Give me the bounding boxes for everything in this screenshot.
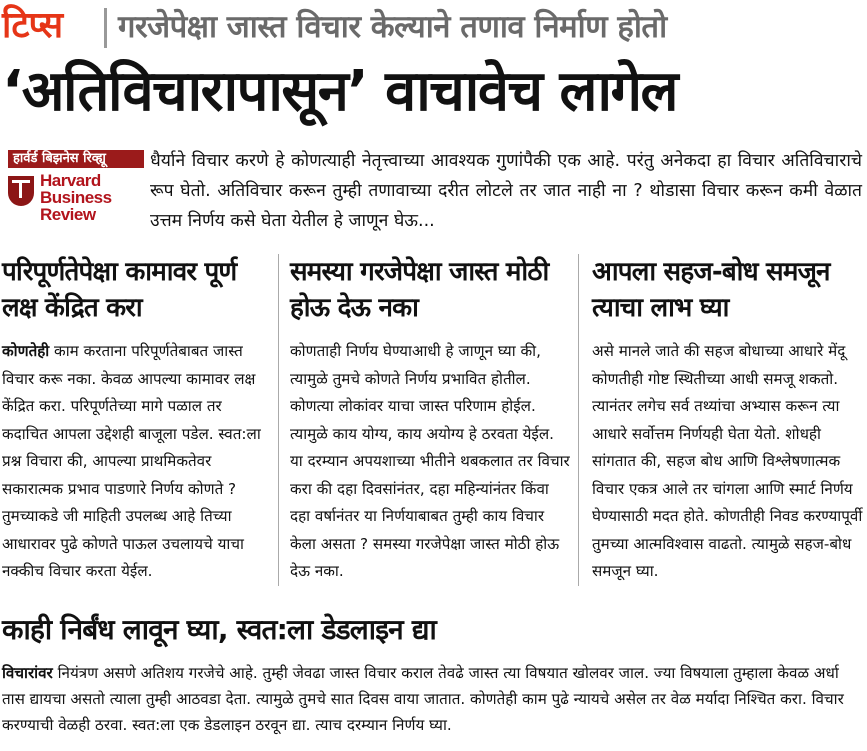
column-title: आपला सहज-बोध समजून त्याचा लाभ घ्या [592,257,830,323]
source-logo-block [8,150,144,230]
column-2 [290,254,570,586]
column-body [290,338,570,586]
column-body [592,338,864,586]
column-divider [578,254,579,586]
section-title: काही निर्बंध लावून घ्या, स्वत:ला डेडलाइन द्या [2,613,436,646]
tag-divider [104,8,107,48]
source-logo-text: Harvard Business Review [40,171,112,224]
section-tag: टिप्स [2,5,63,46]
harvard-shield-icon [8,176,34,206]
body-text: असे मानले जाते की सहज बोधाच्या आधारे मेंदू कोणतीही गोष्ट स्थितीच्या आधी समजू शकतो. त्यानंतर लगेच सर्व तथ्यांचा अभ्यास करून त्या आधारे सर्वोत्तम निर्णयही घेता येतो. शोधही सांगतात की, सहज बोध आणि विश्लेषणात्मक विचार एकत्र आले तर चांगला आणि स्मार्ट निर्णय घेण्यासाठी मदत होते. कोणतीही निवड करण्यापूर्वी तुमच्या आत्मविश्वास वाढतो. त्यामुळे सहज-बोध समजून घ्या. [592,342,863,580]
column-title: समस्या गरजेपेक्षा जास्त मोठी होऊ देऊ नका [290,257,549,323]
body-text: कोणताही निर्णय घेण्याआधी हे जाणून घ्या की, त्यामुळे तुमचे कोणते निर्णय प्रभावित होतील. कोणत्या लोकांवर याचा जास्त परिणाम होईल. त्यामुळे काय योग्य, काय अयोग्य हे ठरवता येईल. या दरम्यान अपयशाच्या भीतीने थबकलात तर विचार करा की दहा दिवसांनंतर, दहा महिन्यांनंतर किंवा दहा वर्षानंतर या निर्णयाबाबत तुम्ही काय विचार केला असता ? समस्या गरजेपेक्षा जास्त मोठी होऊ देऊ नका. [290,342,570,580]
source-marathi-name: हार्वर्ड बिझनेस रिव्ह्यू [8,150,144,168]
column-1 [2,254,270,586]
body-text: नियंत्रण असणे अतिशय गरजेचे आहे. तुम्ही जेवढा जास्त विचार कराल तेवढे जास्त त्या विषयात खोलवर जाल. ज्या विषयाला तुम्हाला केवळ अर्धा तास द्यायचा असतो त्याला तुम्ही आठवडा देता. त्यामुळे तुमचे सात दिवस वाया जातात. कोणतेही काम पुढे न्यायचे असेल तर वेळ मर्यादा निश्चित करा. विचार करण्याची वेळही ठरवा. स्वत:ला एक डेडलाइन ठरवून द्या. त्याच दरम्यान निर्णय घ्या. [2,664,844,734]
headline: ‘अतिविचारापासून’ वाचावेच लागेल [2,59,677,124]
column-title: परिपूर्णतेपेक्षा कामावर पूर्ण लक्ष केंद्रित करा [2,257,237,323]
column-divider [278,254,279,586]
column-body [2,338,270,586]
intro-paragraph: धैर्याने विचार करणे हे कोणत्याही नेतृत्त्वाच्या आवश्यक गुणांपैकी एक आहे. परंतु अनेकदा हा विचार अतिविचाराचे रूप घेतो. अतिविचार करून तुम्ही तणावाच्या दरीत लोटले तर जात नाही ना ? थोडासा विचार करून कमी वेळात उत्तम निर्णय कसे घेता येतील हे जाणून घेऊ... [150,151,862,231]
lead-word: कोणतेही [2,342,50,360]
lead-word: विचारांवर [2,664,53,682]
body-text: काम करताना परिपूर्णतेबाबत जास्त विचार करू नका. केवळ आपल्या कामावर लक्ष केंद्रित करा. परिपूर्णतेच्या मागे पळाल तर कदाचित आपला उद्देशही बाजूला पडेल. स्वत:ला प्रश्न विचारा की, आपल्या प्राथमिकतेवर सकारात्मक प्रभाव पाडणारे निर्णय कोणते ? तुमच्याकडे जी माहिती उपलब्ध आहे तिच्या आधारावर पुढे कोणते पाऊल उचलायचे याचा नक्कीच विचार करता येईल. [2,342,261,580]
top-banner [0,0,867,56]
section-body [2,660,864,738]
kicker: गरजेपेक्षा जास्त विचार केल्याने तणाव निर्माण होतो [118,9,667,45]
column-3 [592,254,864,586]
